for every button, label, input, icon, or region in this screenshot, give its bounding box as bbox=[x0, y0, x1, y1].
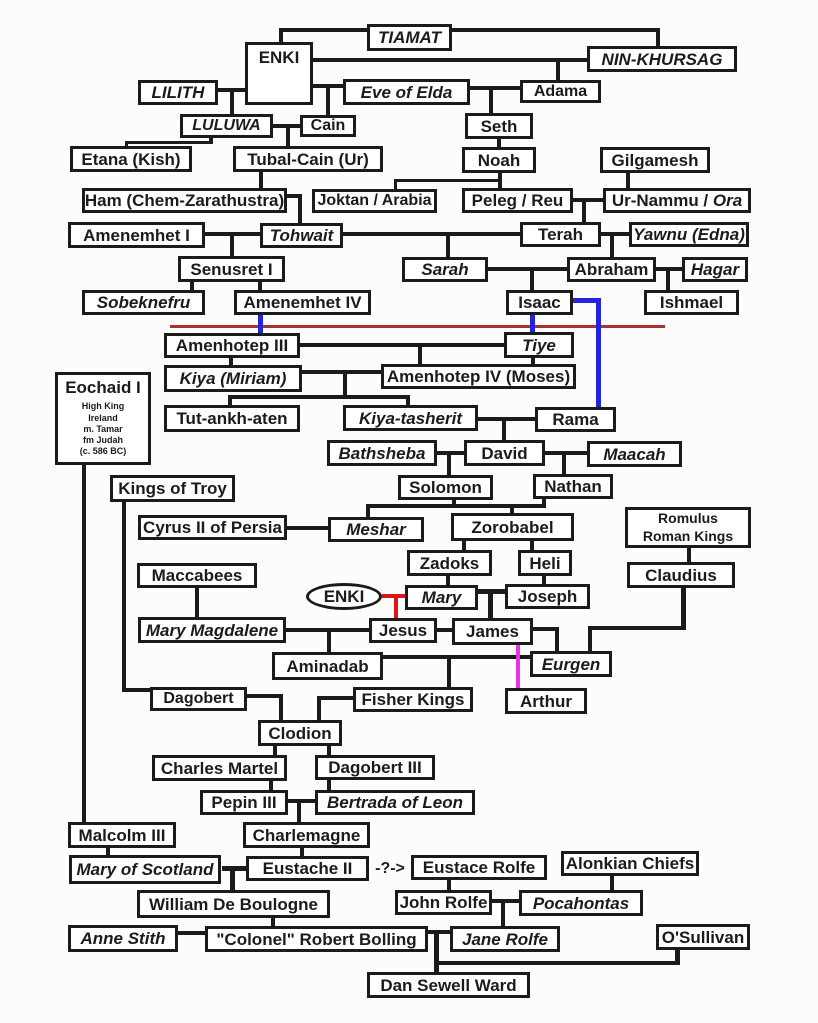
node-nathan: Nathan bbox=[533, 474, 613, 499]
node-nin-khursag: NIN-KHURSAG bbox=[587, 46, 737, 72]
connector-line-66 bbox=[488, 591, 493, 619]
connector-line-84 bbox=[317, 696, 321, 721]
connector-line-4 bbox=[313, 58, 587, 62]
node-enki: ENKI bbox=[245, 42, 313, 105]
node-maccabees: Maccabees bbox=[137, 563, 257, 588]
node-senusret-i: Senusret I bbox=[178, 256, 285, 282]
node-zorobabel: Zorobabel bbox=[451, 513, 574, 541]
connector-line-90 bbox=[297, 801, 301, 823]
node-eochaid-line: m. Tamar bbox=[83, 423, 123, 434]
connector-line-79 bbox=[122, 688, 150, 692]
node-eochaid-line: fm Judah bbox=[82, 435, 123, 445]
node-eochaid bbox=[55, 372, 151, 465]
connector-line-113-m bbox=[516, 644, 520, 689]
node-tohwait: Tohwait bbox=[260, 223, 343, 248]
node-eochaid-line: High King bbox=[81, 401, 125, 412]
node-joseph: Joseph bbox=[505, 584, 590, 609]
connector-line-9 bbox=[489, 88, 493, 114]
node-eustace-rolfe: Eustace Rolfe bbox=[411, 855, 547, 880]
node-ham: Ham (Chem-Zarathustra) bbox=[82, 188, 287, 213]
node-bertrada: Bertrada of Leon bbox=[315, 790, 475, 815]
connector-line-83 bbox=[317, 696, 353, 700]
connector-line-78 bbox=[122, 502, 126, 692]
node-john-rolfe: John Rolfe bbox=[395, 890, 492, 915]
node-david: David bbox=[464, 440, 545, 466]
node-ur-nammu-text-italic: Ora bbox=[712, 191, 743, 210]
connector-line-43 bbox=[302, 370, 381, 374]
connector-line-22 bbox=[259, 172, 263, 189]
node-william-de-boulogne: William De Boulogne bbox=[137, 890, 330, 918]
node-sobeknefru: Sobeknefru bbox=[82, 290, 205, 315]
connector-line-38 bbox=[666, 269, 670, 291]
connector-line-59 bbox=[287, 526, 328, 530]
node-peleg: Peleg / Reu bbox=[462, 188, 573, 213]
node-romulus bbox=[625, 507, 751, 548]
connector-line-51 bbox=[447, 453, 451, 476]
node-qmark: -?-> bbox=[375, 859, 405, 877]
connector-line-36 bbox=[530, 269, 534, 291]
node-pocahontas: Pocahontas bbox=[519, 890, 643, 916]
node-heli: Heli bbox=[518, 550, 572, 576]
node-fisher-kings: Fisher Kings bbox=[353, 687, 473, 712]
connector-line-15 bbox=[125, 141, 213, 144]
connector-line-52 bbox=[545, 451, 587, 455]
connector-line-25 bbox=[573, 198, 603, 202]
connector-line-67 bbox=[195, 588, 199, 618]
node-tut-ankh-aten: Tut-ankh-aten bbox=[164, 405, 300, 432]
node-bathsheba: Bathsheba bbox=[327, 440, 437, 466]
node-malcolm-iii: Malcolm III bbox=[68, 822, 176, 848]
node-claudius: Claudius bbox=[627, 562, 735, 588]
connector-line-77 bbox=[447, 657, 451, 688]
connector-line-89 bbox=[288, 799, 315, 803]
connector-line-62 bbox=[687, 548, 691, 563]
node-noah: Noah bbox=[462, 147, 536, 173]
node-dagobert: Dagobert bbox=[150, 687, 247, 711]
node-romulus-line: Romulus bbox=[658, 510, 718, 526]
connector-line-21 bbox=[626, 173, 630, 189]
node-pepin-iii: Pepin III bbox=[200, 790, 288, 815]
connector-line-19 bbox=[394, 179, 500, 182]
node-charles-martel: Charles Martel bbox=[152, 755, 287, 781]
node-osullivan: O'Sullivan bbox=[656, 924, 750, 950]
node-joktan: Joktan / Arabia bbox=[312, 189, 437, 213]
node-luluwa: LULUWA bbox=[180, 114, 273, 138]
node-ur-nammu bbox=[603, 188, 751, 213]
connector-line-49 bbox=[502, 419, 506, 441]
node-terah: Terah bbox=[520, 222, 601, 247]
connector-line-110-b bbox=[596, 298, 601, 408]
node-kings-of-troy: Kings of Troy bbox=[110, 475, 235, 502]
connector-line-81 bbox=[247, 694, 283, 698]
node-mary: Mary bbox=[405, 585, 478, 610]
connector-line-96 bbox=[178, 931, 205, 935]
connector-line-31 bbox=[601, 232, 629, 236]
connector-line-26 bbox=[582, 200, 586, 223]
connector-line-11 bbox=[230, 90, 234, 115]
node-clodion: Clodion bbox=[258, 720, 342, 746]
connector-line-80 bbox=[82, 465, 86, 823]
connector-line-112-t bbox=[394, 594, 398, 619]
connector-line-48 bbox=[478, 417, 535, 421]
connector-line-56 bbox=[542, 499, 546, 505]
connector-line-53 bbox=[562, 453, 566, 475]
connector-line-45 bbox=[228, 395, 410, 399]
node-isaac: Isaac bbox=[506, 290, 573, 315]
connector-line-107-b bbox=[258, 314, 263, 334]
node-rama: Rama bbox=[535, 407, 616, 432]
connector-line-2 bbox=[452, 28, 660, 32]
node-ur-nammu-text: Ur-Nammu / bbox=[611, 191, 713, 210]
connector-line-103 bbox=[434, 961, 680, 965]
connector-line-5 bbox=[556, 60, 560, 81]
node-robert-bolling: "Colonel" Robert Bolling bbox=[205, 926, 428, 952]
node-gilgamesh: Gilgamesh bbox=[600, 147, 710, 173]
node-anne-stith: Anne Stith bbox=[68, 925, 178, 952]
node-aminadab: Aminadab bbox=[272, 652, 383, 680]
connector-line-108-b bbox=[530, 314, 535, 333]
node-eochaid-line: Ireland bbox=[88, 412, 118, 423]
connector-line-100 bbox=[501, 901, 505, 927]
node-alonkian-chiefs: Alonkian Chiefs bbox=[561, 851, 699, 876]
connector-line-1 bbox=[279, 28, 367, 32]
node-eochaid-line: (c. 586 BC) bbox=[79, 446, 127, 457]
node-yawnu: Yawnu (Edna) bbox=[629, 222, 749, 247]
connector-line-29 bbox=[343, 232, 520, 236]
node-eustache-ii: Eustache II bbox=[246, 856, 369, 881]
node-mary-of-scotland: Mary of Scotland bbox=[69, 855, 221, 884]
node-james: James bbox=[452, 618, 533, 645]
connector-line-104 bbox=[675, 949, 680, 963]
node-maacah: Maacah bbox=[587, 441, 682, 467]
node-eochaid-line: Eochaid I bbox=[65, 378, 141, 397]
connector-line-82 bbox=[279, 694, 283, 721]
connector-line-30 bbox=[446, 234, 450, 258]
node-tiamat: TIAMAT bbox=[367, 24, 452, 51]
node-arthur: Arthur bbox=[505, 688, 587, 714]
node-ishmael: Ishmael bbox=[644, 290, 739, 315]
connector-line-75 bbox=[588, 626, 592, 652]
node-amenhotep-iii: Amenhotep III bbox=[164, 333, 300, 358]
node-sarah: Sarah bbox=[402, 257, 488, 282]
connector-line-55 bbox=[366, 504, 546, 508]
node-meshar: Meshar bbox=[328, 517, 424, 542]
connector-line-106-r bbox=[170, 325, 665, 328]
node-seth: Seth bbox=[465, 113, 533, 139]
connector-line-7 bbox=[326, 86, 330, 116]
node-charlemagne: Charlemagne bbox=[243, 822, 370, 848]
node-jane-rolfe: Jane Rolfe bbox=[450, 926, 560, 952]
node-amenhotep-iv-moses: Amenhotep IV (Moses) bbox=[381, 364, 576, 389]
connector-line-98 bbox=[610, 875, 614, 891]
connector-line-94 bbox=[230, 868, 235, 891]
connector-line-24 bbox=[298, 194, 302, 224]
node-eurgen: Eurgen bbox=[530, 651, 612, 677]
node-tiye: Tiye bbox=[504, 332, 574, 358]
node-kiya-tasherit: Kiya-tasherit bbox=[343, 405, 478, 431]
connector-line-8 bbox=[470, 86, 520, 90]
connector-line-13 bbox=[286, 126, 290, 147]
connector-line-3 bbox=[656, 28, 660, 47]
node-dagobert-iii: Dagobert III bbox=[315, 755, 435, 780]
node-zadoks: Zadoks bbox=[407, 550, 492, 576]
connector-line-72 bbox=[555, 627, 559, 652]
connector-line-28 bbox=[230, 234, 234, 257]
node-eve-of-elda: Eve of Elda bbox=[343, 79, 470, 105]
connector-line-39 bbox=[300, 343, 504, 347]
connector-line-76 bbox=[383, 655, 530, 659]
node-romulus-line: Roman Kings bbox=[642, 527, 734, 544]
connector-line-70 bbox=[437, 628, 452, 632]
node-abraham: Abraham bbox=[567, 257, 656, 282]
node-hagar: Hagar bbox=[682, 257, 748, 282]
node-adama: Adama bbox=[520, 80, 601, 103]
node-cain: Cain bbox=[300, 115, 356, 137]
connector-line-73 bbox=[681, 588, 686, 630]
connector-line-69 bbox=[327, 630, 331, 653]
node-amenemhet-i: Amenemhet I bbox=[68, 222, 205, 248]
node-amenemhet-iv: Amenemhet IV bbox=[234, 290, 371, 315]
node-solomon: Solomon bbox=[398, 475, 493, 500]
connector-line-35 bbox=[488, 267, 567, 271]
node-kiya: Kiya (Miriam) bbox=[164, 365, 302, 392]
node-tubal-cain: Tubal-Cain (Ur) bbox=[233, 146, 383, 172]
connector-line-99 bbox=[492, 899, 519, 903]
connector-line-40 bbox=[418, 345, 422, 365]
node-etana: Etana (Kish) bbox=[70, 146, 192, 172]
connector-line-74 bbox=[588, 626, 686, 630]
node-jesus: Jesus bbox=[369, 618, 437, 643]
connector-line-32 bbox=[610, 234, 614, 258]
node-dan-sewell-ward: Dan Sewell Ward bbox=[367, 972, 530, 998]
node-cyrus: Cyrus II of Persia bbox=[138, 515, 287, 540]
node-mary-magdalene: Mary Magdalene bbox=[138, 617, 286, 643]
connector-line-101 bbox=[428, 930, 450, 934]
node-lilith: LILITH bbox=[138, 80, 218, 105]
node-enki-ellipse: ENKI bbox=[306, 583, 382, 610]
